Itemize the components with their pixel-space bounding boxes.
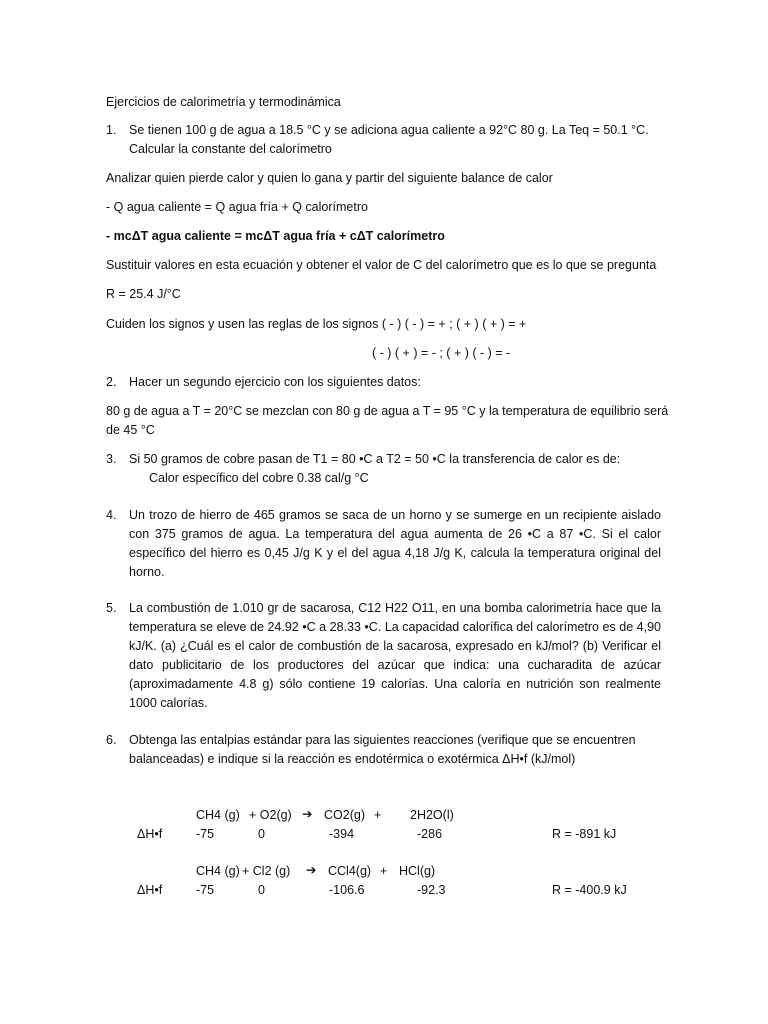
- reaction-1-result: R = -891 kJ: [552, 827, 617, 841]
- enthalpy-label: ΔH•f: [137, 827, 163, 841]
- exercise-5-line-2: temperatura se eleve de 24.92 •C a 28.33 •C. La capacidad calorífica del calorímetro es de 4,90: [129, 620, 661, 634]
- exercise-1-number: 1.: [106, 123, 117, 137]
- exercise-6-line-1: Obtenga las entalpias estándar para las siguientes reacciones (verifique que se encuentren: [129, 733, 636, 747]
- reaction-2-result: R = -400.9 kJ: [552, 883, 627, 897]
- reaction-2-value-3: -106.6: [329, 883, 365, 897]
- reaction-2-product-2: HCl(g): [399, 864, 436, 878]
- sign-rules-line-2: ( - ) ( + ) = - ; ( + ) ( - ) = -: [372, 346, 511, 360]
- substitute-instruction: Sustituir valores en esta ecuación y obtener el valor de C del calorímetro que es lo que se pregunta: [106, 258, 657, 272]
- reaction-2-reactant-1: CH4 (g): [196, 864, 240, 878]
- exercise-3-number: 3.: [106, 452, 117, 466]
- exercise-5: [129, 599, 661, 713]
- exercise-5-line-1: La combustión de 1.010 gr de sacarosa, C12 H22 O11, en una bomba calorimetría hace que la: [129, 601, 661, 615]
- reaction-arrow-icon: ➔: [302, 806, 313, 821]
- exercise-5-line-3: kJ/K. (a) ¿Cuál es el calor de combustión de la sacarosa, expresado en kJ/mol? (b) Verificar el: [129, 639, 661, 653]
- reaction-2-value-2: 0: [258, 883, 265, 897]
- heat-balance-equation: - Q agua caliente = Q agua fría + Q calorímetro: [106, 200, 368, 214]
- analyze-instruction: Analizar quien pierde calor y quien lo gana y partir del siguiente balance de calor: [106, 171, 553, 185]
- exercise-6-number: 6.: [106, 733, 117, 747]
- reaction-1-product-2: 2H2O(l): [410, 808, 454, 822]
- exercise-2: [129, 373, 661, 392]
- result-1: R = 25.4 J/°C: [106, 287, 181, 301]
- exercise-5-line-6: 1000 calorías.: [129, 696, 208, 710]
- reaction-1-reactant-2: + O2(g): [249, 808, 292, 822]
- exercise-2-line-1: Hacer un segundo ejercicio con los siguientes datos:: [129, 375, 421, 389]
- exercise-6: [129, 731, 661, 769]
- enthalpy-label: ΔH•f: [137, 883, 163, 897]
- exercise-4-number: 4.: [106, 508, 117, 522]
- reaction-1-product-1: CO2(g): [324, 808, 365, 822]
- exercise-2-data-line-1: 80 g de agua a T = 20°C se mezclan con 80 g de agua a T = 95 °C y la temperatura de equilibrio será: [106, 404, 669, 418]
- reaction-1-value-2: 0: [258, 827, 265, 841]
- reaction-2-value-1: -75: [196, 883, 215, 897]
- exercise-6-line-2: balanceadas) e indique si la reacción es endotérmica o exotérmica ΔH•f (kJ/mol): [129, 752, 576, 766]
- reaction-arrow-icon: ➔: [306, 862, 317, 877]
- reaction-2-plus: +: [380, 864, 388, 878]
- exercise-5-number: 5.: [106, 601, 117, 615]
- exercise-2-number: 2.: [106, 375, 117, 389]
- exercise-3: [129, 450, 661, 488]
- exercise-3-line-2: Calor específico del cobre 0.38 cal/g °C: [149, 471, 369, 485]
- exercise-1-line-2: Calcular la constante del calorímetro: [129, 142, 332, 156]
- reaction-2-product-1: CCl4(g): [328, 864, 372, 878]
- document-title: Ejercicios de calorimetría y termodinámica: [106, 95, 341, 109]
- reaction-1-reactant-1: CH4 (g): [196, 808, 240, 822]
- exercise-4: [129, 506, 661, 582]
- exercise-1: [129, 121, 661, 159]
- exercise-2-data-line-2: de 45 °C: [106, 423, 155, 437]
- exercise-1-line-1: Se tienen 100 g de agua a 18.5 °C y se adiciona agua caliente a 92°C 80 g. La Teq = 50.1 °C.: [129, 123, 649, 137]
- exercise-4-line-3: específico del hierro es 0,45 J/g K y el del agua 4,18 J/g K, calcula la temperatura original del: [129, 546, 661, 560]
- exercise-4-line-4: horno.: [129, 565, 165, 579]
- reaction-2-value-4: -92.3: [417, 883, 446, 897]
- exercise-4-line-2: con 375 gramos de agua. La temperatura del agua aumenta de 26 •C a 87 •C. Si el calor: [129, 527, 661, 541]
- reaction-1-value-4: -286: [417, 827, 443, 841]
- reaction-2-reactant-2: + Cl2 (g): [242, 864, 291, 878]
- reaction-1-plus: +: [374, 808, 382, 822]
- exercise-5-line-4: dato publicitario de los productores del azúcar que indica: una cucharadita de azúcar: [129, 658, 661, 672]
- exercise-5-line-5: (aproximadamente 4.8 g) sólo contiene 19 calorías. Una caloría en nutrición son realmente: [129, 677, 661, 691]
- exercise-4-line-1: Un trozo de hierro de 465 gramos se saca de un horno y se sumerge en un recipiente aislado: [129, 508, 661, 522]
- reaction-1-value-3: -394: [329, 827, 355, 841]
- sign-rules-line-1: Cuiden los signos y usen las reglas de los signos ( - ) ( - ) = + ; ( + ) ( + ) = +: [106, 317, 527, 331]
- reaction-1-value-1: -75: [196, 827, 215, 841]
- heat-balance-expanded: - mcΔT agua caliente = mcΔT agua fría + cΔT calorímetro: [106, 229, 445, 243]
- exercise-3-line-1: Si 50 gramos de cobre pasan de T1 = 80 •C a T2 = 50 •C la transferencia de calor es de:: [129, 452, 621, 466]
